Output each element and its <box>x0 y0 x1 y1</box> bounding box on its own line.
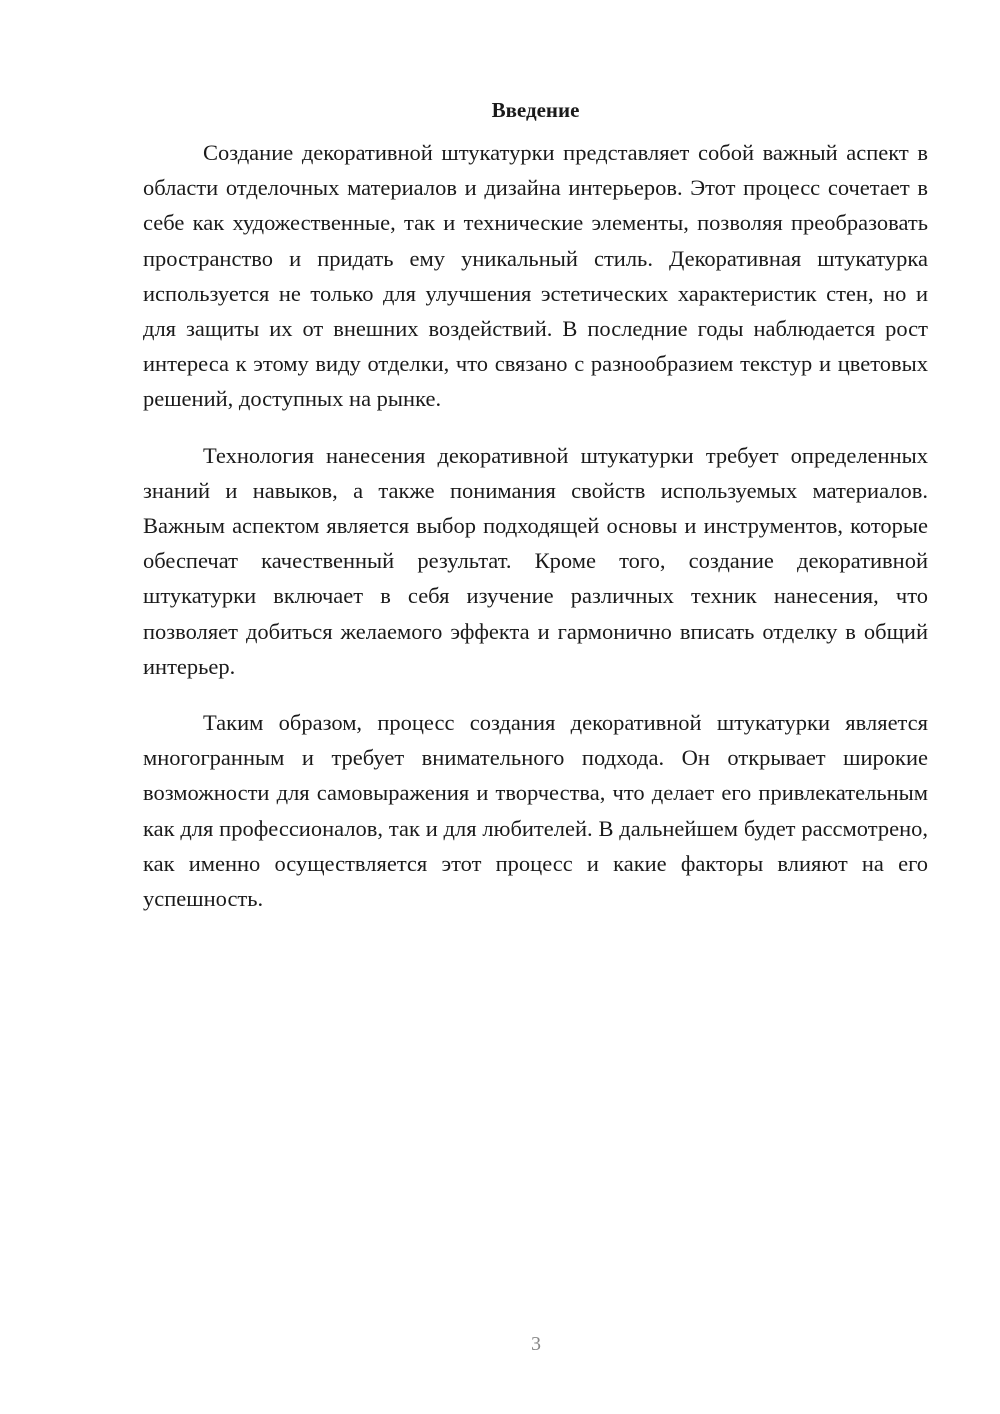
paragraph-2: Технология нанесения декоративной штукатурки требует определенных знаний и навыков, а также понимания свойств используемых материалов. Важным аспектом является выбор подходящей основы и инструментов, которые обеспечат качественный результат. Кроме того, создание декоративной штукатурки включает в себя изучение различных техник нанесения, что позволяет добиться желаемого эффекта и гармонично вписать отделку в общий интерьер. <box>143 442 928 679</box>
paragraph-1: Создание декоративной штукатурки представляет собой важный аспект в области отделочных материалов и дизайна интерьеров. Этот процесс сочетает в себе как художественные, так и технические элементы, позволяя преобразовать пространство и придать ему уникальный стиль. Декоративная штукатурка используется не только для улучшения эстетических характеристик стен, но и для защиты их от внешних воздействий. В последние годы наблюдается рост интереса к этому виду отделки, что связано с разнообразием текстур и цветовых решений, доступных на рынке. <box>143 140 928 412</box>
paragraph-3: Таким образом, процесс создания декоративной штукатурки является многогранным и требует внимательного подхода. Он открывает широкие возможности для самовыражения и творчества, что делает его привлекательным как для профессионалов, так и для любителей. В дальнейшем будет рассмотрено, как именно осуществляется этот процесс и какие факторы влияют на его успешность. <box>143 710 928 912</box>
document-page <box>143 95 928 937</box>
page-number: 3 <box>531 1333 541 1355</box>
section-title: Введение <box>491 98 580 122</box>
